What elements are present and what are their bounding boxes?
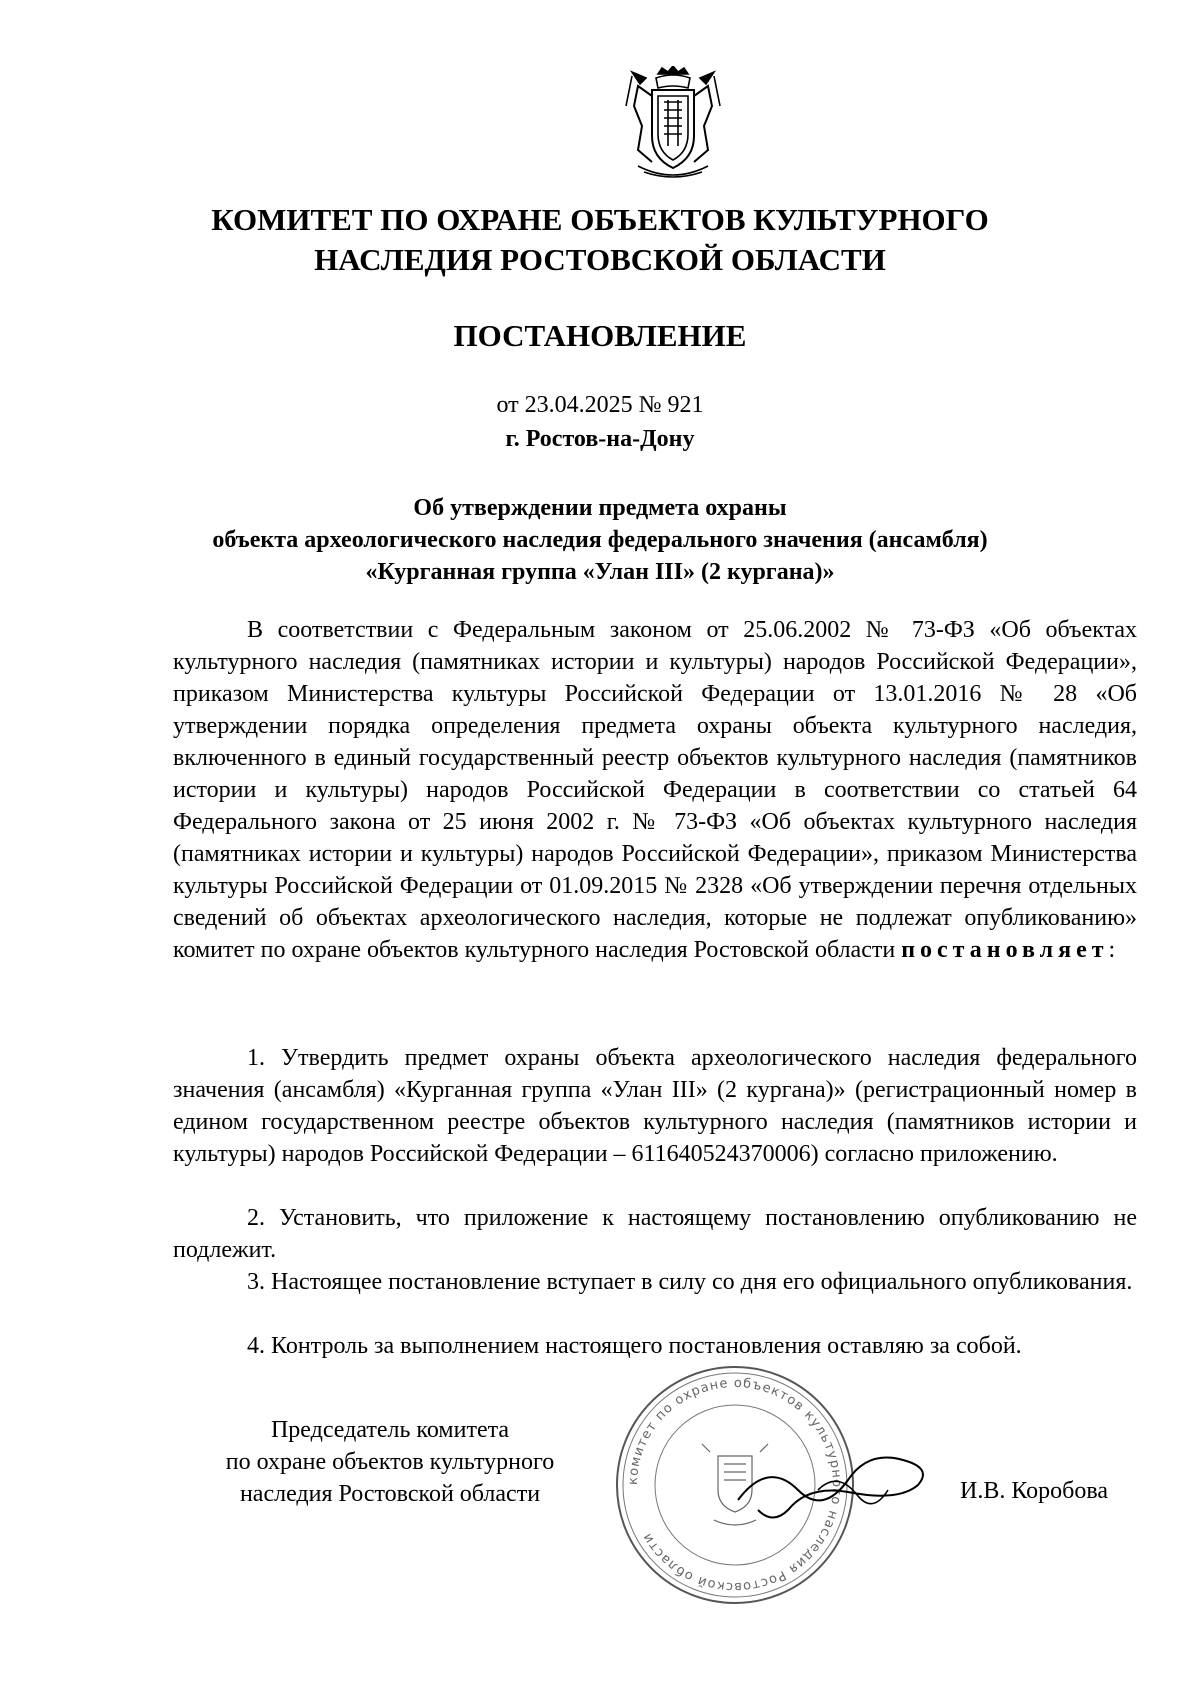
item-4-paragraph: 4. Контроль за выполнением настоящего постановления оставляю за собой.	[247, 1333, 1022, 1359]
org-name-line1: КОМИТЕТ ПО ОХРАНЕ ОБЪЕКТОВ КУЛЬТУРНОГО	[211, 202, 989, 237]
signatory-title	[180, 1414, 600, 1510]
document-date-number: от 23.04.2025 № 921	[496, 392, 704, 418]
signatory-title-line1: Председатель комитета	[270, 1417, 510, 1443]
item-3-paragraph: 3. Настоящее постановление вступает в силу со дня его официального опубликования.	[247, 1269, 1133, 1295]
svg-text:комитет по охране объектов кул: комитет по охране объектов культурного наследия Ростовской области	[625, 1375, 845, 1595]
signatory-title-line3: наследия Ростовской области	[239, 1481, 541, 1507]
document-city: г. Ростов-на-Дону	[505, 426, 695, 452]
subject-line2: объекта археологического наследия федерального значения (ансамбля)	[212, 527, 988, 553]
item-1-paragraph: 1. Утвердить предмет охраны объекта археологического наследия федерального значения (ансамбля) «Курганная группа «Улан III» (2 кургана)» (регистрационный номер в едином государственном реестре объектов культурного наследия (памятников истории и культуры) народов Российской Федерации – 611640524370006) согласно приложению.	[173, 1045, 1137, 1167]
subject-line3: «Курганная группа «Улан III» (2 кургана)»	[365, 559, 835, 585]
document-type-title: ПОСТАНОВЛЕНИЕ	[453, 318, 747, 353]
preamble-text: В соответствии с Федеральным законом от 25.06.2002 № 73-ФЗ «Об объектах культурного наследия (памятниках истории и культуры) народов Российской Федерации», приказом Министерства культуры Российской Федерации от 13.01.2016 № 28 «Об утверждении порядка определения предмета охраны объекта культурного наследия, включенного в единый государственный реестр объектов культурного наследия (памятников истории и культуры) народов Российской Федерации в соответствии со статьей 64 Федерального закона от 25 июня 2002 г. № 73-ФЗ «Об объектах культурного наследия (памятниках истории и культуры) народов Российской Федерации», приказом Министерства культуры Российской Федерации от 01.09.2015 № 2328 «Об утверждении перечня отдельных сведений об объектах археологического наследия, которые не подлежат опубликованию» комитет по охране объектов культурного наследия Ростовской области	[173, 617, 1137, 963]
handwritten-signature	[728, 1430, 948, 1530]
subject-line1: Об утверждении предмета охраны	[413, 495, 787, 521]
signatory-title-line2: по охране объектов культурного	[225, 1449, 555, 1475]
decree-word: постановляет	[901, 937, 1109, 963]
coat-of-arms-emblem	[618, 66, 728, 184]
signatory-name: И.В. Коробова	[960, 1478, 1109, 1504]
org-name-line2: НАСЛЕДИЯ РОСТОВСКОЙ ОБЛАСТИ	[314, 242, 886, 277]
preamble-colon: :	[1108, 937, 1116, 963]
preamble-paragraph	[173, 614, 1137, 966]
item-2-paragraph: 2. Установить, что приложение к настоящему постановлению опубликованию не подлежит.	[173, 1205, 1137, 1263]
